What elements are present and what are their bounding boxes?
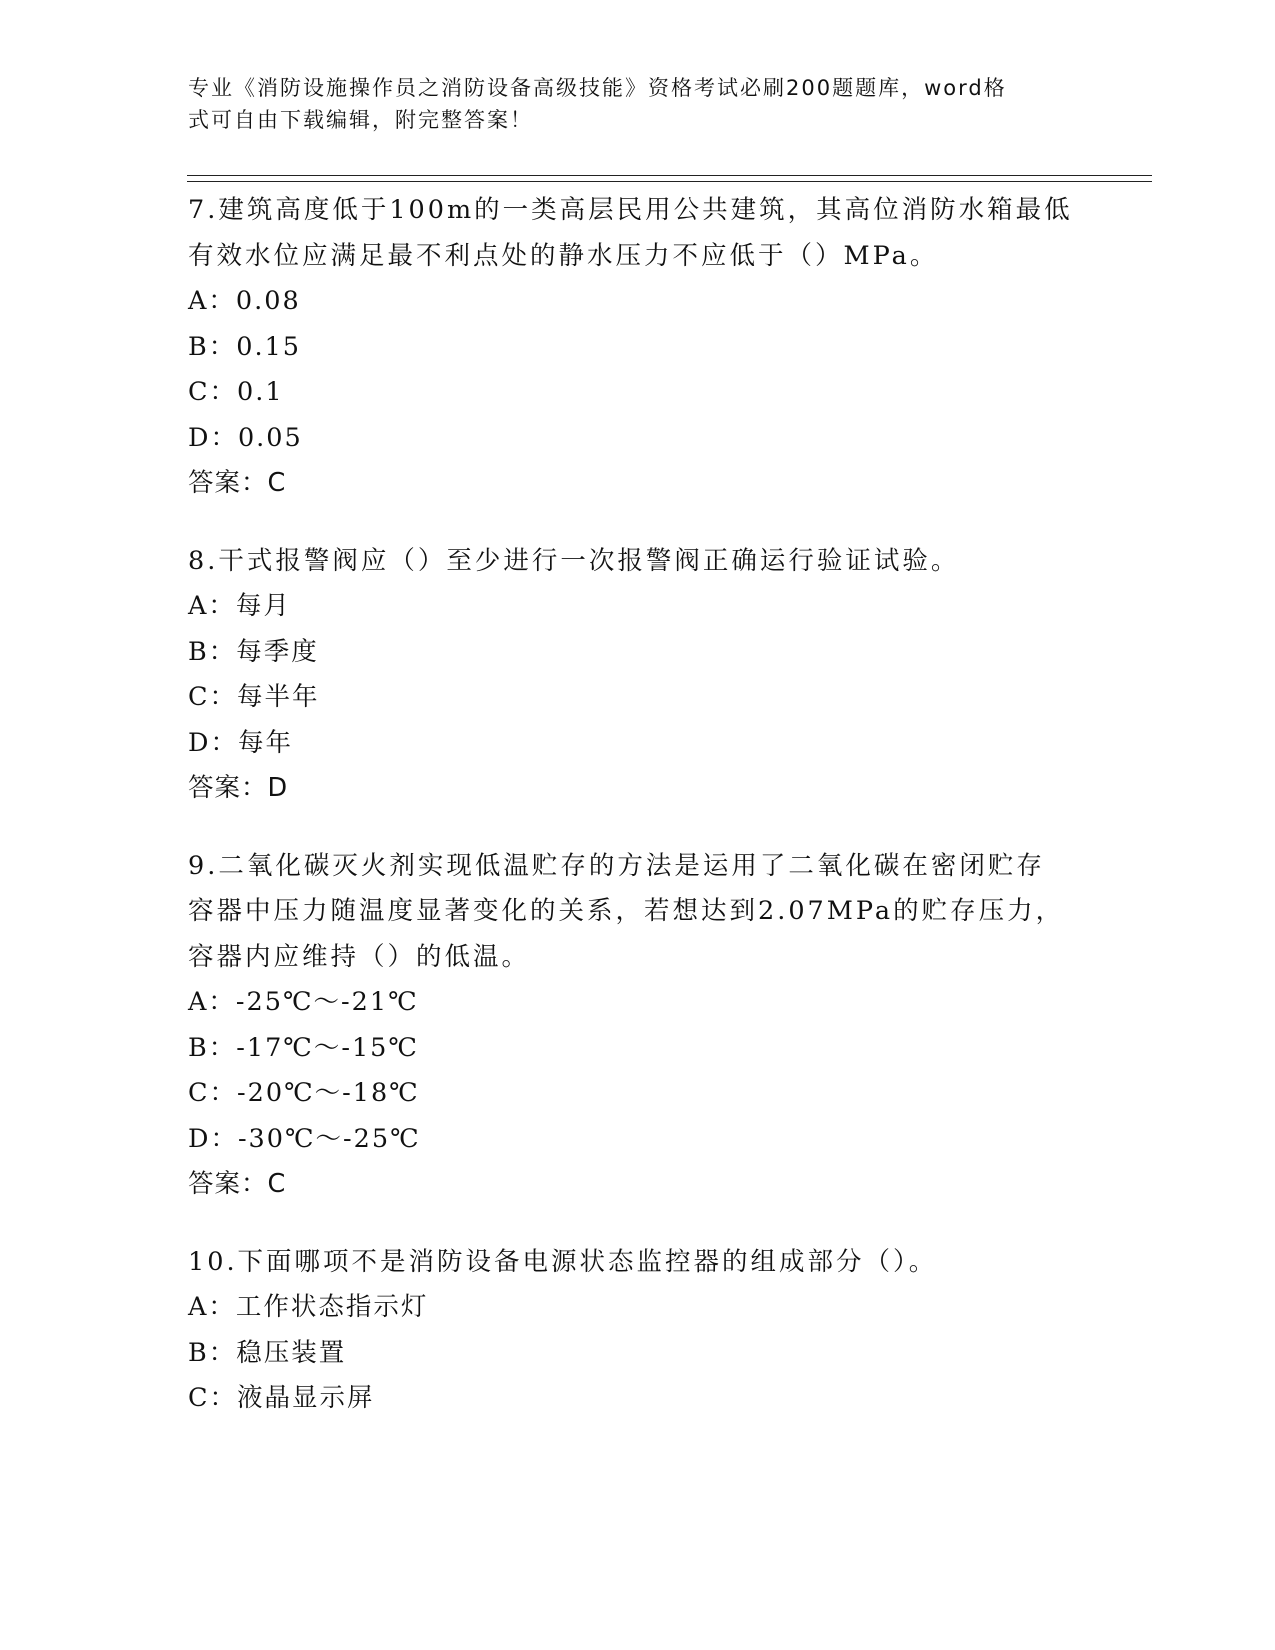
question-9 <box>188 844 1128 1208</box>
question-7 <box>188 188 1128 507</box>
header-divider <box>187 175 1152 176</box>
option-d: D：-30℃～-25℃ <box>188 1123 421 1154</box>
question-stem-line: 容器中压力随温度显著变化的关系，若想达到2.07MPa的贮存压力， <box>188 896 1065 926</box>
question-list <box>188 188 1128 1454</box>
option-c: C：每半年 <box>188 682 320 712</box>
question-stem-line: 有效水位应满足最不利点处的静水压力不应低于（）MPa。 <box>188 240 939 271</box>
answer-line: 答案：C <box>188 1169 287 1199</box>
document-header <box>188 72 1088 136</box>
option-a: A：0.08 <box>188 286 301 316</box>
option-d: D：每年 <box>188 727 293 758</box>
header-divider <box>187 181 1152 182</box>
question-stem-line: 8.干式报警阀应（）至少进行一次报警阀正确运行验证试验。 <box>188 545 960 576</box>
option-d: D：0.05 <box>188 422 303 453</box>
option-a: A：工作状态指示灯 <box>188 1292 429 1322</box>
option-b: B：每季度 <box>188 636 319 667</box>
question-8 <box>188 539 1128 812</box>
header-line: 式可自由下载编辑，附完整答案！ <box>188 108 533 132</box>
question-10 <box>188 1240 1128 1422</box>
answer-line: 答案：D <box>188 773 289 803</box>
option-c: C：-20℃～-18℃ <box>188 1078 420 1108</box>
option-c: C：液晶显示屏 <box>188 1383 375 1413</box>
question-stem-line: 9.二氧化碳灭火剂实现低温贮存的方法是运用了二氧化碳在密闭贮存 <box>188 850 1045 881</box>
question-stem-line: 容器内应维持（）的低温。 <box>188 941 531 972</box>
option-b: B：稳压装置 <box>188 1337 347 1368</box>
question-stem-line: 7.建筑高度低于100m的一类高层民用公共建筑，其高位消防水箱最低 <box>188 195 1073 225</box>
option-c: C：0.1 <box>188 377 284 407</box>
question-stem-line: 10.下面哪项不是消防设备电源状态监控器的组成部分（）。 <box>188 1246 938 1277</box>
option-a: A：-25℃～-21℃ <box>188 987 419 1017</box>
answer-line: 答案：C <box>188 468 287 498</box>
option-b: B：0.15 <box>188 331 302 362</box>
option-a: A：每月 <box>188 591 291 621</box>
option-b: B：-17℃～-15℃ <box>188 1032 419 1063</box>
header-line: 专业《消防设施操作员之消防设备高级技能》资格考试必刷200题题库，word格 <box>188 76 1007 100</box>
